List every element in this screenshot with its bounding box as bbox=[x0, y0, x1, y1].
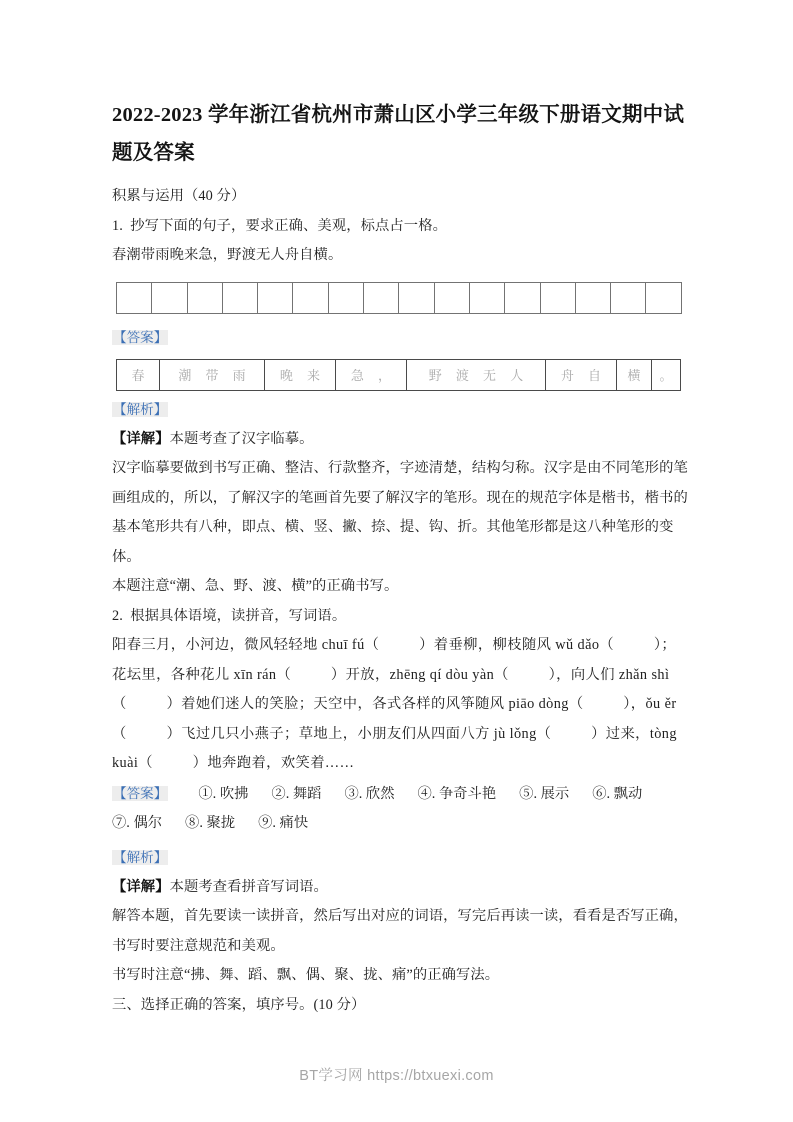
answer-cell: 春 bbox=[117, 359, 160, 390]
question2-passage-line-3: （ ）着她们迷人的笑脸；天空中，各式各样的风筝随风 piāo dòng（ ），ǒu ěr bbox=[112, 696, 677, 712]
grid-cell[interactable] bbox=[293, 282, 328, 313]
grid-cell[interactable] bbox=[364, 282, 399, 313]
grid-cell[interactable] bbox=[434, 282, 469, 313]
question1-answer-grid bbox=[116, 359, 689, 391]
question2-analysis-paragraph-2: 书写时注意“拂、舞、蹈、飘、偶、聚、拢、痛”的正确写法。 bbox=[112, 967, 500, 983]
section-heading: 积累与运用（40 分） bbox=[112, 188, 246, 204]
grid-cell[interactable] bbox=[399, 282, 434, 313]
answer-item: ③. 欣然 bbox=[344, 785, 395, 802]
detail-label: 【详解】 bbox=[112, 430, 170, 447]
grid-cell[interactable] bbox=[152, 282, 187, 313]
analysis-tag: 【解析】 bbox=[113, 401, 168, 417]
grid-cell[interactable] bbox=[646, 282, 681, 313]
grid-cell[interactable] bbox=[187, 282, 222, 313]
grid-cell[interactable] bbox=[611, 282, 646, 313]
question1-analysis-tag-line bbox=[112, 395, 689, 425]
answer-writing-grid bbox=[116, 359, 681, 391]
page-title: 2022-2023 学年浙江省杭州市萧山区小学三年级下册语文期中试题及答案 bbox=[112, 104, 685, 164]
grid-cell[interactable] bbox=[222, 282, 257, 313]
detail-text: 本题考查看拼音写词语。 bbox=[169, 878, 328, 895]
question1-analysis-paragraph-2: 本题注意“潮、急、野、渡、横”的正确书写。 bbox=[112, 578, 399, 594]
table-row bbox=[117, 282, 682, 313]
footer-watermark: BT学习网 https://btxuexi.com bbox=[299, 1068, 494, 1084]
answer-tag: 【答案】 bbox=[113, 785, 168, 801]
question1-detail-line bbox=[112, 425, 689, 455]
question1-prompt: 1. 抄写下面的句子，要求正确、美观，标点占一格。 bbox=[112, 217, 447, 234]
question1-analysis-paragraph-1: 汉字临摹要做到书写正确、整洁、行款整齐，字迹清楚，结构匀称。汉字是由不同笔形的笔画组成的，所以，了解汉字的笔画首先要了解汉字的笔形。现在的规范字体是楷书，楷书的基本笔形共有八种，即点、横、竖、撇、捺、提、钩、折。其他笔形都是这八种笔形的变体。 bbox=[112, 460, 688, 565]
grid-cell[interactable] bbox=[258, 282, 293, 313]
grid-cell[interactable] bbox=[575, 282, 610, 313]
answer-cell: 。 bbox=[652, 359, 681, 390]
question2-passage-line-4: （ ）飞过几只小燕子；草地上，小朋友们从四面八方 jù lǒng（ ）过来，tòng bbox=[112, 725, 677, 742]
answer-tag: 【答案】 bbox=[113, 329, 168, 345]
answer-item: ⑥. 飘动 bbox=[592, 785, 643, 802]
answer-item: ⑧. 聚拢 bbox=[185, 815, 236, 831]
question2-detail-line bbox=[112, 873, 689, 903]
answer-cell: 潮 带 雨 bbox=[160, 359, 265, 390]
answer-item: ⑤. 展示 bbox=[519, 785, 570, 802]
answer-cell: 晚 来 bbox=[265, 359, 336, 390]
blank-writing-grid bbox=[116, 282, 682, 314]
detail-text: 本题考查了汉字临摹。 bbox=[169, 430, 314, 447]
question2-analysis-tag-line bbox=[112, 843, 689, 873]
question2-answer-line bbox=[112, 779, 689, 839]
analysis-tag: 【解析】 bbox=[113, 849, 168, 865]
grid-cell[interactable] bbox=[469, 282, 504, 313]
answer-item: ④. 争奇斗艳 bbox=[417, 785, 497, 802]
question1-blank-grid bbox=[116, 282, 689, 314]
question3-prompt: 三、选择正确的答案，填序号。(10 分） bbox=[112, 996, 366, 1013]
grid-cell[interactable] bbox=[328, 282, 363, 313]
answer-cell: 舟 自 bbox=[546, 359, 617, 390]
answer-cell: 野 渡 无 人 bbox=[407, 359, 546, 390]
question2-prompt: 2. 根据具体语境，读拼音，写词语。 bbox=[112, 607, 347, 624]
detail-label: 【详解】 bbox=[112, 878, 170, 895]
grid-cell[interactable] bbox=[540, 282, 575, 313]
table-row bbox=[117, 359, 681, 390]
question2-passage-line-2: 花坛里，各种花儿 xīn rán（ ）开放，zhēng qí dòu yàn（ ），向人们 zhǎn shì bbox=[112, 666, 670, 683]
grid-cell[interactable] bbox=[505, 282, 540, 313]
answer-item: ②. 舞蹈 bbox=[271, 785, 322, 802]
answer-item: ①. 吹拂 bbox=[198, 785, 249, 802]
grid-cell[interactable] bbox=[117, 282, 152, 313]
answer-item: ⑦. 偶尔 bbox=[112, 815, 163, 831]
question2-analysis-paragraph-1: 解答本题，首先要读一读拼音，然后写出对应的词语，写完后再读一读，看看是否写正确，书写时要注意规范和美观。 bbox=[112, 908, 688, 954]
answer-cell: 横 bbox=[617, 359, 652, 390]
answer-cell: 急 ， bbox=[336, 359, 407, 390]
question1-answer-tag-line bbox=[112, 323, 689, 353]
question1-sentence: 春潮带雨晚来急，野渡无人舟自横。 bbox=[112, 247, 343, 263]
question2-passage-line-1: 阳春三月，小河边，微风轻轻地 chuī fú（ ）着垂柳，柳枝随风 wǔ dǎo（ ）； bbox=[112, 637, 677, 653]
question2-passage-line-5: kuài（ ）地奔跑着，欢笑着…… bbox=[112, 755, 355, 771]
answer-item: ⑨. 痛快 bbox=[258, 815, 309, 831]
